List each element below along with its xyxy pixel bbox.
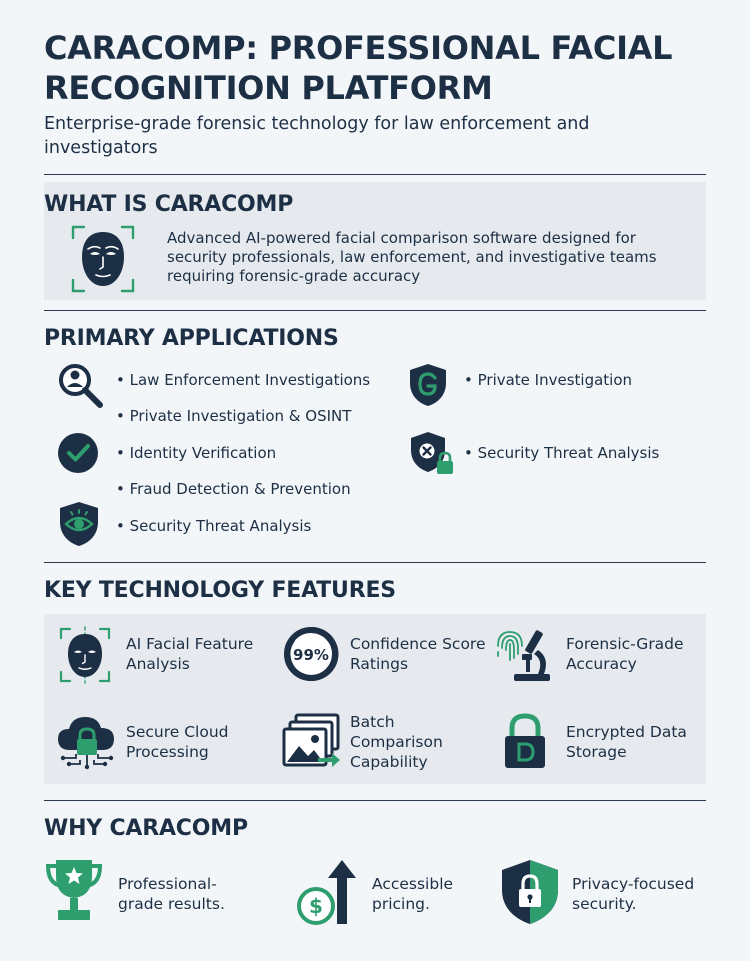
divider xyxy=(44,174,706,175)
application-item: • Law Enforcement Investigations xyxy=(116,371,371,389)
what-description: Advanced AI-powered facial comparison software designed for security professionals, law enforcement, and investigative teams requiring forensic-grade accuracy xyxy=(167,229,657,285)
trophy-icon xyxy=(44,858,104,924)
application-item: • Private Investigation & OSINT xyxy=(116,407,352,425)
face-scan-icon xyxy=(70,224,136,294)
page-subtitle: Enterprise-grade forensic technology for law enforcement and investigators xyxy=(44,114,590,158)
dollar-arrow-icon xyxy=(296,858,360,926)
why-label: Professional-grade results. xyxy=(118,875,225,913)
shield-g-icon xyxy=(408,362,448,408)
feature-label: Encrypted Data Storage xyxy=(566,723,687,761)
svg-text:$: $ xyxy=(309,894,323,918)
cloud-lock-icon xyxy=(56,712,118,770)
application-item: • Security Threat Analysis xyxy=(464,444,660,462)
divider xyxy=(44,310,706,311)
image-stack-icon xyxy=(282,712,342,770)
feature-label: Batch Comparison Capability xyxy=(350,713,443,771)
application-item: • Fraud Detection & Prevention xyxy=(116,480,351,498)
feature-label: Secure Cloud Processing xyxy=(126,723,229,761)
divider xyxy=(44,562,706,563)
magnifier-face-icon xyxy=(57,362,105,410)
why-label: Privacy-focused security. xyxy=(572,875,695,913)
confidence-badge: 99% xyxy=(293,646,329,664)
title-line-1: CARACOMP: PROFESSIONAL FACIAL xyxy=(44,29,673,67)
application-item: • Security Threat Analysis xyxy=(116,517,312,535)
why-label: Accessible pricing. xyxy=(372,875,454,913)
applications-heading: PRIMARY APPLICATIONS xyxy=(44,326,339,351)
page-title xyxy=(44,28,724,108)
title-line-2: RECOGNITION PLATFORM xyxy=(44,69,493,107)
feature-label: Confidence Score Ratings xyxy=(350,635,486,673)
shield-eye-icon xyxy=(57,500,101,548)
feature-label: AI Facial Feature Analysis xyxy=(126,635,254,673)
application-item: • Identity Verification xyxy=(116,444,277,462)
padlock-icon xyxy=(502,712,548,770)
check-circle-icon xyxy=(57,432,99,474)
application-item: • Private Investigation xyxy=(464,371,633,389)
why-heading: WHY CARACOMP xyxy=(44,816,248,841)
shield-lock-icon xyxy=(500,858,560,926)
feature-label: Forensic-Grade Accuracy xyxy=(566,635,684,673)
what-heading: WHAT IS CARACOMP xyxy=(44,192,294,217)
shield-x-lock-icon xyxy=(408,430,456,476)
features-heading: KEY TECHNOLOGY FEATURES xyxy=(44,578,396,603)
divider xyxy=(44,800,706,801)
percent-ring-icon xyxy=(282,625,340,683)
fingerprint-microscope-icon xyxy=(492,624,554,686)
face-scan-icon xyxy=(58,626,112,684)
